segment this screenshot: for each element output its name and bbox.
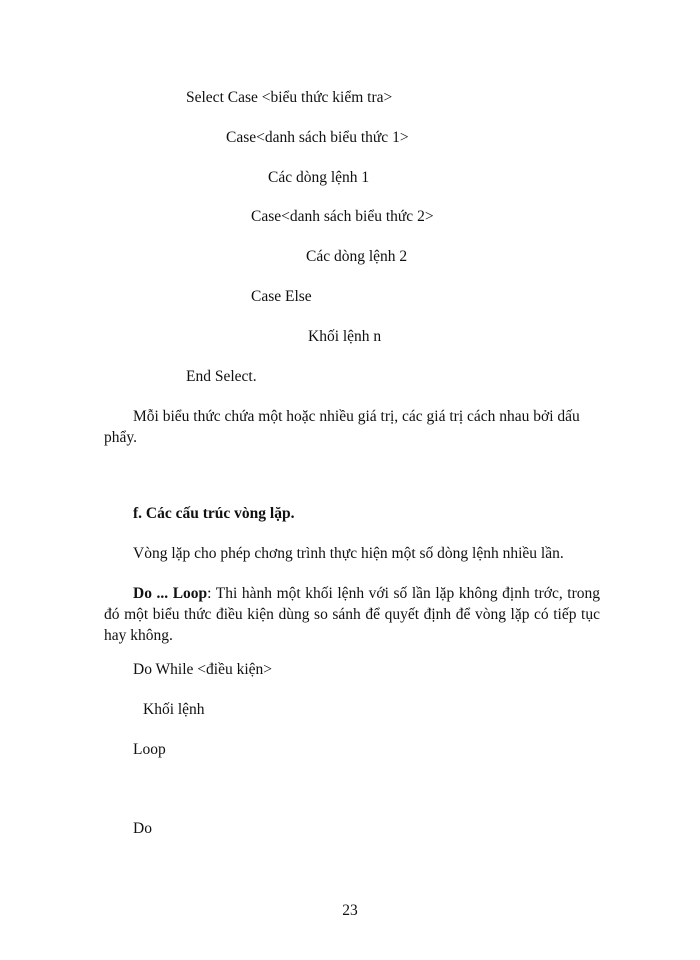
section-heading: f. Các cấu trúc vòng lặp.	[133, 505, 295, 522]
code-case-1-line: Case<danh sách biểu thức 1>	[226, 129, 409, 146]
paragraph-do-loop	[104, 583, 600, 646]
do-loop-description: : Thi hành một khối lệnh với số lần lặp không định trớc, trong đó một biểu thức điều kiện dùng so sánh để quyết định để vòng lặp có tiếp tục hay không.	[104, 585, 600, 644]
code-statements-1-line: Các dòng lệnh 1	[268, 169, 370, 186]
code-do-line: Do	[133, 820, 152, 837]
do-loop-term: Do ... Loop	[133, 585, 208, 602]
code-block-n-line: Khối lệnh n	[308, 328, 382, 345]
code-case-else-line: Case Else	[251, 288, 312, 305]
code-block-line: Khối lệnh	[143, 701, 205, 718]
code-statements-2-line: Các dòng lệnh 2	[306, 248, 408, 265]
code-do-while-line: Do While <điều kiện>	[133, 661, 273, 678]
code-end-select-line: End Select.	[186, 368, 257, 385]
code-case-2-line: Case<danh sách biểu thức 2>	[251, 208, 434, 225]
paragraph-expressions: Mỗi biểu thức chứa một hoặc nhiều giá trị, các giá trị cách nhau bởi dấu phẩy.	[104, 408, 580, 446]
page-number: 23	[342, 902, 358, 919]
code-select-case-line: Select Case <biểu thức kiểm tra>	[186, 89, 393, 106]
paragraph-loop-intro: Vòng lặp cho phép chơng trình thực hiện một số dòng lệnh nhiều lần.	[133, 545, 564, 562]
code-loop-line: Loop	[133, 741, 166, 758]
